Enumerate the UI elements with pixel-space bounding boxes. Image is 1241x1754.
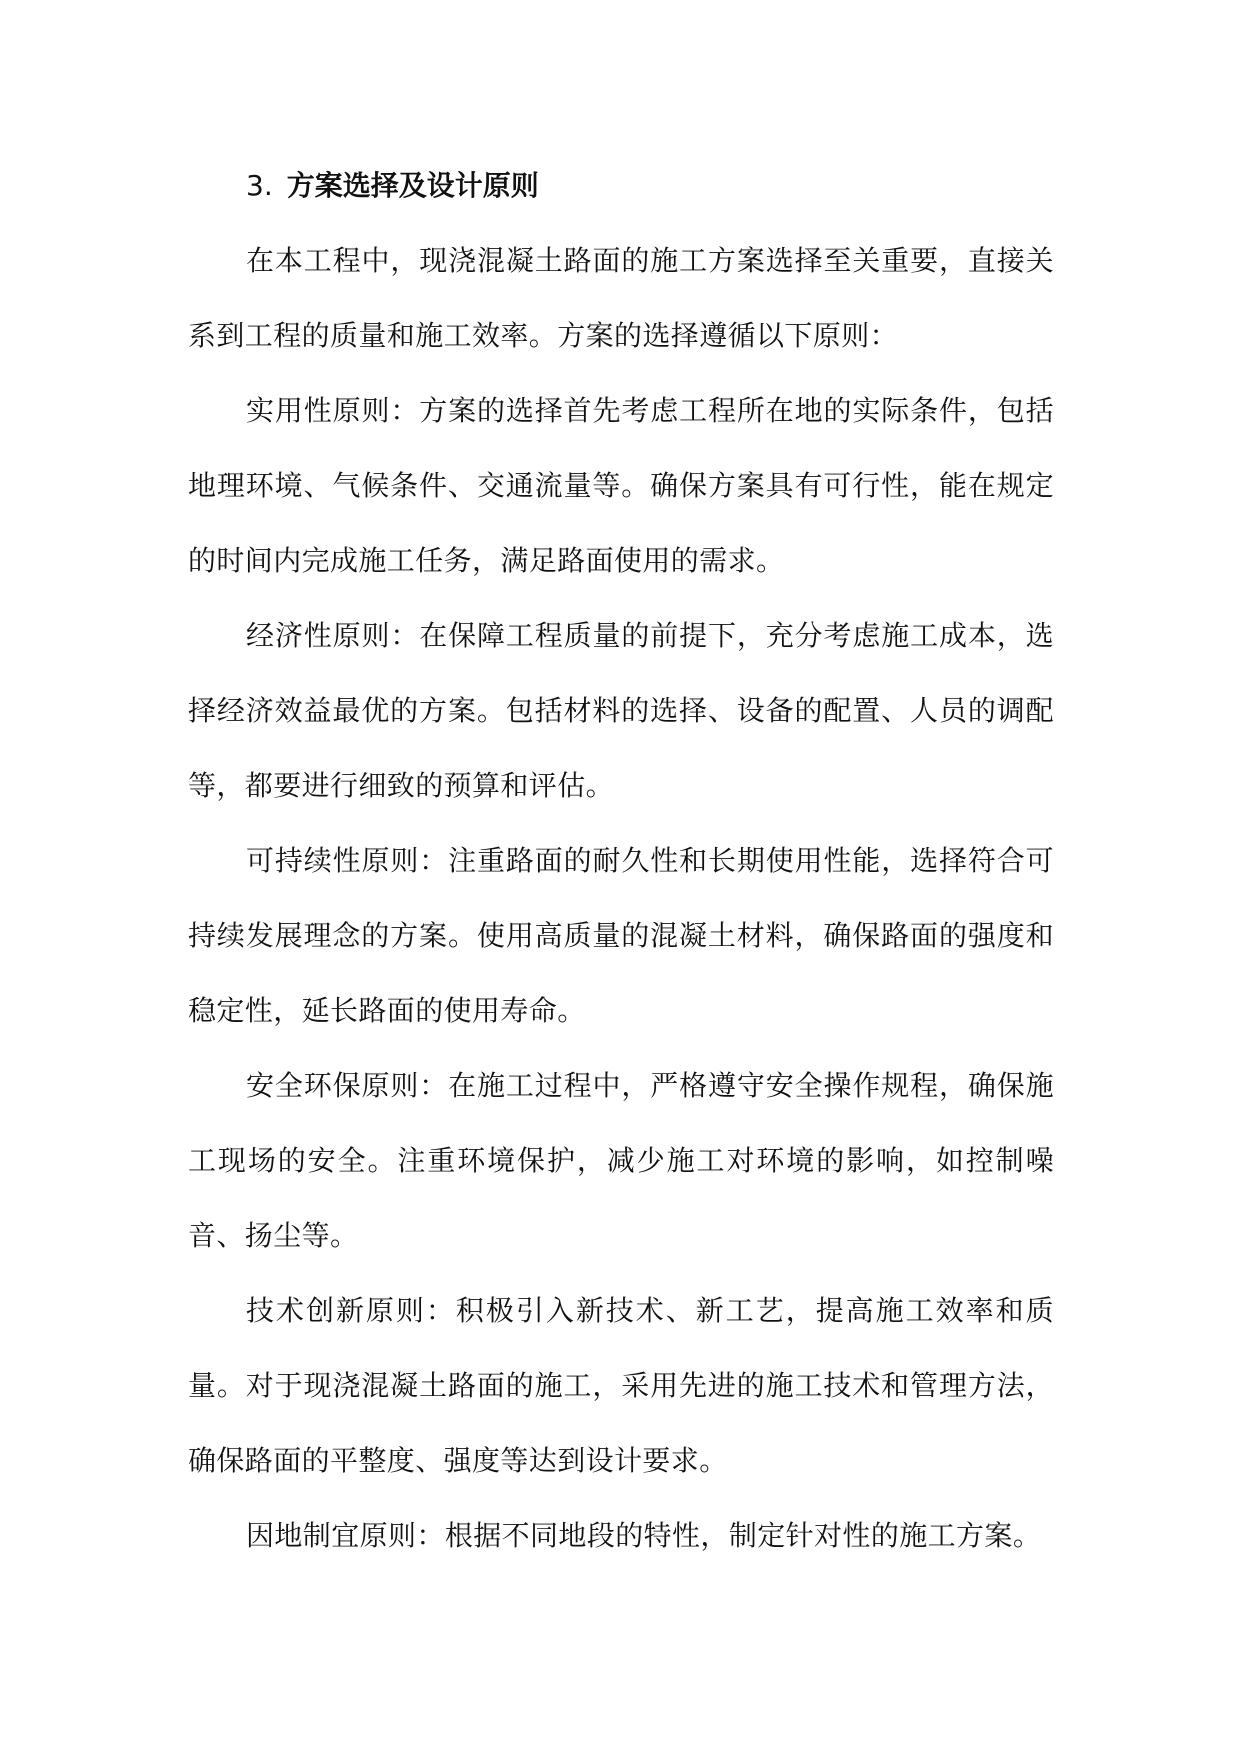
principle-innovation xyxy=(188,1273,1054,1498)
paragraph-text: 在施工过程中，严格遵守安全操作规程，确保施工现场的安全。注重环境保护，减少施工对环境的影响，如控制噪音、扬尘等。 xyxy=(188,1069,1054,1252)
paragraph-text: 在保障工程质量的前提下，充分考虑施工成本，选择经济效益最优的方案。包括材料的选择、设备的配置、人员的调配等，都要进行细致的预算和评估。 xyxy=(188,619,1054,802)
section-heading xyxy=(188,148,1054,223)
principle-local-conditions xyxy=(188,1498,1054,1573)
section-number: 3. xyxy=(246,169,273,202)
paragraph-text: 在本工程中，现浇混凝土路面的施工方案选择至关重要，直接关系到工程的质量和施工效率。方案的选择遵循以下原则： xyxy=(188,244,1054,352)
principle-label: 可持续性原则： xyxy=(246,844,449,877)
principle-safety-environment xyxy=(188,1048,1054,1273)
principle-label: 安全环保原则： xyxy=(246,1069,449,1102)
principle-label: 因地制宜原则： xyxy=(246,1519,445,1552)
principle-label: 经济性原则： xyxy=(246,619,420,652)
intro-paragraph xyxy=(188,223,1054,373)
paragraph-text: 积极引入新技术、新工艺，提高施工效率和质量。对于现浇混凝土路面的施工，采用先进的施工技术和管理方法，确保路面的平整度、强度等达到设计要求。 xyxy=(188,1294,1054,1477)
principle-practicality xyxy=(188,373,1054,598)
section-title: 方案选择及设计原则 xyxy=(286,169,539,202)
paragraph-text: 方案的选择首先考虑工程所在地的实际条件，包括地理环境、气候条件、交通流量等。确保方案具有可行性，能在规定的时间内完成施工任务，满足路面使用的需求。 xyxy=(188,394,1054,577)
principle-sustainability xyxy=(188,823,1054,1048)
paragraph-text: 根据不同地段的特性，制定针对性的施工方案。 xyxy=(444,1519,1042,1552)
paragraph-text: 注重路面的耐久性和长期使用性能，选择符合可持续发展理念的方案。使用高质量的混凝土材料，确保路面的强度和稳定性，延长路面的使用寿命。 xyxy=(188,844,1054,1027)
principle-economy xyxy=(188,598,1054,823)
document-body xyxy=(188,148,1054,1573)
principle-label: 实用性原则： xyxy=(246,394,420,427)
principle-label: 技术创新原则： xyxy=(246,1294,456,1327)
